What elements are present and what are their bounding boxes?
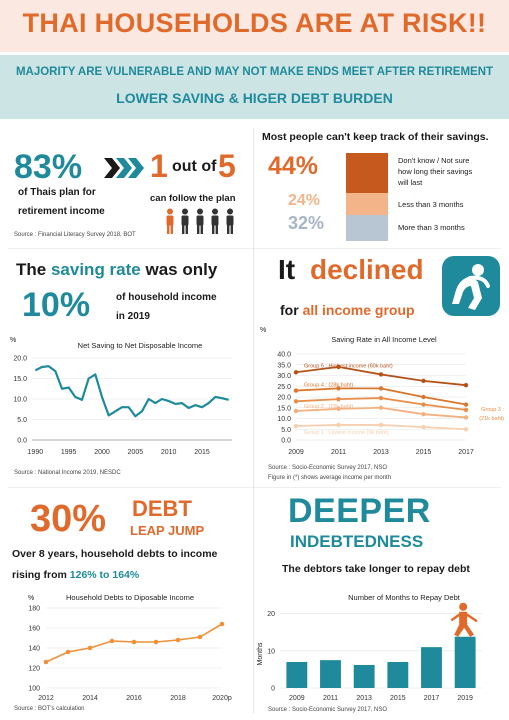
debt-percent: 30% xyxy=(30,498,107,540)
chart2-label-group1: Group 1 : Lowest income (9k baht) xyxy=(304,430,389,437)
debt-word: DEBT xyxy=(132,496,192,521)
chart2-xtick: 2009 xyxy=(288,449,304,456)
chart1-xtick: 2015 xyxy=(194,449,210,456)
chart3-xtick: 2018 xyxy=(170,695,186,702)
chart2-point xyxy=(464,427,468,431)
chart2-xtick: 2015 xyxy=(415,449,432,456)
chart2-ytick: 10.0 xyxy=(277,416,291,423)
climbing-person-icon xyxy=(452,603,476,637)
ratio-one: 1 xyxy=(150,148,168,184)
chart4-bar xyxy=(455,637,476,688)
chart2-point xyxy=(421,395,425,399)
deeper-subtitle: The debtors take longer to repay debt xyxy=(282,563,470,575)
chart2-point xyxy=(294,409,298,413)
chart2-ytick: 15.0 xyxy=(277,405,291,413)
repay-months-chart xyxy=(254,588,509,706)
chart1-ytick: 20.0 xyxy=(13,355,27,363)
subtitle-line-2: LOWER SAVING & HIGER DEBT BURDEN xyxy=(116,90,393,106)
chart1-xtick: 1990 xyxy=(27,449,44,456)
chart3-point xyxy=(132,640,137,645)
chart1-xtick: 2005 xyxy=(127,449,144,456)
chart4-bar xyxy=(354,665,375,688)
section-divider-1 xyxy=(8,248,501,249)
chart2-point xyxy=(421,402,425,406)
declined-source: Source : Socio-Economic Survey 2017, NSO xyxy=(268,465,388,471)
chart4-title: Number of Months to Repay Debt xyxy=(348,593,460,602)
page-title: THAI HOUSEHOLDS ARE AT RISK!! xyxy=(22,8,487,38)
tracking-heading: Most people can't keep track of their savings. xyxy=(262,131,489,143)
column-divider xyxy=(253,128,254,713)
chart3-point xyxy=(110,639,115,644)
chart4-xtick: 2009 xyxy=(289,695,305,702)
chart2-xtick: 2011 xyxy=(330,449,347,456)
chart2-label-group3-income: (21k baht) xyxy=(479,415,504,422)
ratio-mid: out of xyxy=(172,158,217,175)
chart2-point xyxy=(464,415,468,419)
chart3-point xyxy=(44,660,49,665)
chart2-title: Saving Rate in All Income Level xyxy=(331,335,437,344)
chart4-ylabel: Months xyxy=(257,642,264,666)
saving-source: Source : National Income 2019, NESDC xyxy=(14,470,121,476)
plan-label-1: of Thais plan for xyxy=(18,187,96,198)
chart2-point xyxy=(294,388,298,392)
chart4-xtick: 2017 xyxy=(423,695,440,702)
tracking-pct-44: 44% xyxy=(268,152,319,180)
section-divider-2 xyxy=(8,487,501,488)
saving-heading: The saving rate was only xyxy=(16,260,218,279)
chart2-ytick: 0.0 xyxy=(281,437,291,445)
saving-percent: 10% xyxy=(22,286,91,324)
chart4-bar xyxy=(286,662,307,688)
chart3-point xyxy=(88,646,93,651)
chart1-ytick: 5.0 xyxy=(17,417,27,424)
chart2-point xyxy=(336,397,340,401)
subtitle-line-1: MAJORITY ARE VULNERABLE AND MAY NOT MAKE ENDS MEET AFTER RETIREMENT xyxy=(15,66,494,78)
chart1-xtick: 2000 xyxy=(94,449,110,456)
chevrons-icon xyxy=(104,156,146,180)
net-saving-chart xyxy=(0,330,250,472)
chart2-point xyxy=(379,406,383,410)
chart3-xtick: 2014 xyxy=(82,695,98,702)
chart4-xtick: 2011 xyxy=(322,695,339,702)
tracking-bar-44 xyxy=(346,153,388,193)
chart2-xtick: 2013 xyxy=(373,449,389,456)
tracking-pct-32: 32% xyxy=(288,213,325,233)
tracking-label-32: More than 3 months xyxy=(398,223,465,232)
chart2-label-group3: Group 3 : xyxy=(481,406,504,413)
tracking-bar-32 xyxy=(346,215,388,241)
chart2-point xyxy=(464,402,468,406)
tracking-bar-24 xyxy=(346,193,388,215)
chart4-bar xyxy=(421,647,442,688)
chart3-ytick: 100 xyxy=(28,685,40,693)
chart2-point xyxy=(336,423,340,427)
chart2-ytick: 40.0 xyxy=(277,351,291,359)
chart3-point xyxy=(220,622,225,627)
chart3-point xyxy=(154,640,159,645)
chart3-xtick: 2016 xyxy=(126,695,142,702)
chart3-ytick: 120 xyxy=(28,665,40,673)
chart2-xtick: 2017 xyxy=(458,449,474,456)
chart1-ylabel: % xyxy=(10,337,17,344)
chart2-point xyxy=(294,424,298,428)
chart2-ylabel: % xyxy=(260,327,267,334)
chart2-point xyxy=(464,383,468,387)
chart3-point xyxy=(176,638,181,643)
chart2-label-group5: Group 5 : Highest income (60k baht) xyxy=(304,363,393,370)
declined-subtitle: for all income group xyxy=(280,302,415,318)
declined-word: declined xyxy=(310,254,424,285)
chart3-xtick: 2020p xyxy=(212,695,232,702)
chart2-ytick: 30.0 xyxy=(277,373,291,380)
declined-it: It xyxy=(278,254,296,285)
follow-label: can follow the plan xyxy=(150,193,236,204)
chart4-xtick: 2019 xyxy=(457,695,473,702)
chart3-point xyxy=(66,650,71,655)
chart1-ytick: 0.0 xyxy=(17,437,27,445)
debt-source: Source : BOT's calculation xyxy=(14,706,85,712)
deeper-source: Source : Socio-Economic Survey 2017, NSO xyxy=(268,707,388,713)
chart2-point xyxy=(379,386,383,390)
debt-sub-2: rising from 126% to 164% xyxy=(12,569,140,581)
chart1-ytick: 15.0 xyxy=(13,376,27,383)
declined-note: Figure in (*) shows average income per month xyxy=(268,475,392,481)
chart2-ytick: 5.0 xyxy=(281,426,291,434)
deeper-word: DEEPER xyxy=(288,492,431,530)
plan-source: Source : Financial Literacy Survey 2018, BOT xyxy=(14,232,136,238)
chart2-point xyxy=(294,399,298,403)
plan-label-2: retirement income xyxy=(18,206,105,217)
chart2-ytick: 20.0 xyxy=(277,394,291,402)
tracking-pct-24: 24% xyxy=(288,192,321,209)
chart1-title: Net Saving to Net Disposable Income xyxy=(77,341,203,350)
chart2-point xyxy=(464,408,468,412)
distressed-person-icon xyxy=(442,256,500,316)
debt-sub-1: Over 8 years, household debts to income xyxy=(12,548,218,560)
ratio-five: 5 xyxy=(218,148,236,184)
chart4-ytick: 0 xyxy=(271,685,275,693)
chart4-bar xyxy=(387,662,408,688)
tracking-label-44: Don't know / Not sure how long their savings will last xyxy=(398,156,473,187)
income-group-chart xyxy=(254,322,509,462)
subtitle-band xyxy=(0,55,509,119)
chart3-point xyxy=(198,635,203,640)
household-debt-chart xyxy=(0,588,250,706)
chart4-xtick: 2015 xyxy=(390,695,406,702)
chart2-point xyxy=(379,372,383,376)
chart2-point xyxy=(421,425,425,429)
chart1-xtick: 2010 xyxy=(160,449,177,456)
chart3-ytick: 140 xyxy=(28,645,40,653)
chart3-xtick: 2012 xyxy=(38,695,54,702)
chart2-point xyxy=(379,396,383,400)
chart3-ytick: 180 xyxy=(28,605,40,613)
chart1-ytick: 10.0 xyxy=(13,396,27,404)
tracking-label-24: Less than 3 months xyxy=(398,200,464,209)
chart2-point xyxy=(421,412,425,416)
chart1-series-line xyxy=(35,366,228,416)
chart4-ytick: 10 xyxy=(267,648,275,656)
saving-sub-1: of household income xyxy=(116,292,217,303)
plan-percent: 83% xyxy=(14,148,83,186)
chart2-point xyxy=(421,379,425,383)
chart4-bar xyxy=(320,660,341,688)
chart1-xtick: 1995 xyxy=(60,449,77,456)
chart2-ytick: 25.0 xyxy=(277,383,291,391)
chart2-ytick: 35.0 xyxy=(277,362,291,370)
saving-sub-2: in 2019 xyxy=(116,311,150,322)
people-icon xyxy=(164,208,238,236)
chart4-xtick: 2013 xyxy=(356,695,372,702)
debt-leap: LEAP JUMP xyxy=(130,523,205,538)
chart4-ytick: 20 xyxy=(267,611,275,619)
chart2-point xyxy=(294,370,298,374)
chart2-label-group2: Group 2 : (15k baht) xyxy=(304,403,354,410)
chart3-ytick: 160 xyxy=(28,625,40,633)
chart3-title: Household Debts to Diposable Income xyxy=(66,593,194,602)
chart2-point xyxy=(379,423,383,427)
chart2-label-group4: Group 4 : (28k baht) xyxy=(304,382,354,389)
indebtedness-word: INDEBTEDNESS xyxy=(290,532,424,551)
chart3-ylabel: % xyxy=(28,595,35,602)
